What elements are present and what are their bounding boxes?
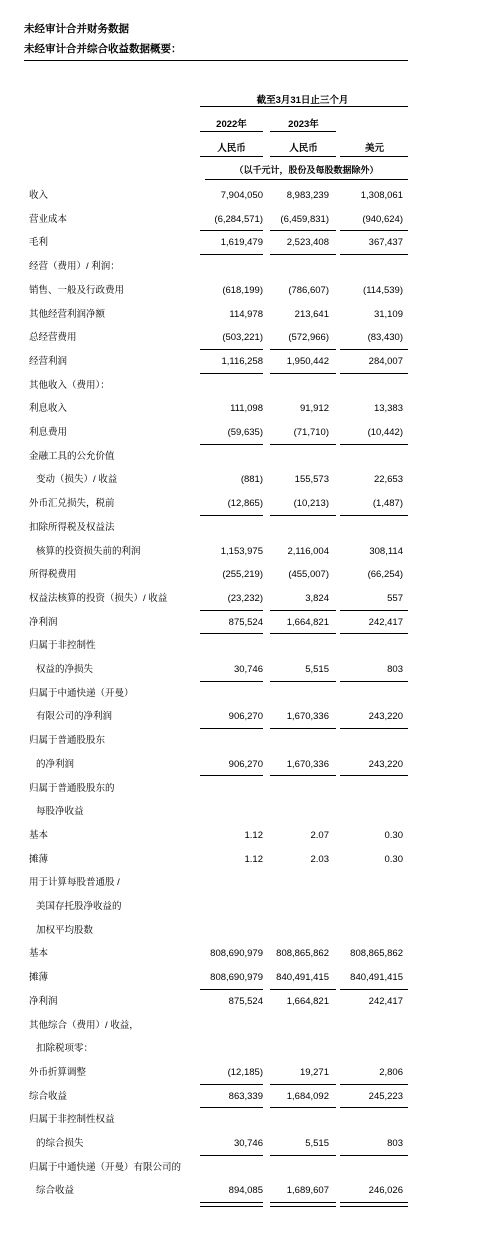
subtotal-rule xyxy=(200,633,263,634)
value-2023-rmb: 1,664,821 xyxy=(286,995,329,1007)
table-row xyxy=(0,232,500,254)
subtotal-rule xyxy=(200,1084,263,1085)
value-2022-rmb xyxy=(196,730,263,752)
value-2022-rmb xyxy=(196,1157,263,1179)
value-2023-usd: 840,491,415 xyxy=(350,972,403,984)
row-label: 摊薄 xyxy=(29,972,49,984)
value-2023-usd xyxy=(336,446,403,468)
row-label: 毛利 xyxy=(29,237,49,249)
period-header: 截至3月31日止三个月 xyxy=(256,95,349,106)
row-label: 归属于普通股股东的 xyxy=(29,782,115,794)
double-underline xyxy=(340,1202,408,1207)
value-2023-rmb xyxy=(266,896,329,918)
value-2023-rmb xyxy=(266,801,329,823)
value-2023-usd xyxy=(336,1109,403,1131)
row-label: 外币折算调整 xyxy=(29,1066,87,1078)
value-2023-rmb: 1,670,336 xyxy=(286,758,329,770)
subtotal-rule xyxy=(270,1155,336,1156)
value-2023-rmb xyxy=(266,635,329,657)
table-row xyxy=(0,280,500,302)
value-2023-rmb xyxy=(266,517,329,539)
value-2022-rmb xyxy=(196,635,263,657)
value-2022-rmb: 863,339 xyxy=(228,1090,263,1102)
value-2023-usd: 803 xyxy=(387,1138,403,1149)
value-2022-rmb: 111,098 xyxy=(230,403,263,415)
row-label: 的综合损失 xyxy=(36,1138,84,1149)
row-label: 有限公司的净利润 xyxy=(36,711,113,723)
row-label: 其他综合（费用）/ 收益， xyxy=(29,1019,139,1031)
currency-rule-2 xyxy=(270,156,336,157)
table-row xyxy=(0,517,500,539)
row-label: 摊薄 xyxy=(29,853,49,865)
table-row xyxy=(0,825,500,847)
subtotal-rule xyxy=(200,1107,263,1108)
row-label: 扣除所得税及权益法 xyxy=(29,521,115,533)
table-row xyxy=(0,304,500,326)
value-2023-rmb: (6,459,831) xyxy=(280,213,329,225)
value-2023-rmb xyxy=(266,256,329,278)
value-2023-rmb xyxy=(266,872,329,894)
subtotal-rule xyxy=(340,1084,408,1085)
subtotal-rule xyxy=(340,515,408,516)
table-row xyxy=(0,778,500,800)
value-2023-usd: (114,539) xyxy=(363,284,403,296)
value-2022-rmb: 875,524 xyxy=(228,995,263,1007)
table-row xyxy=(0,1133,500,1155)
subtotal-rule xyxy=(340,728,408,729)
currency-header-usd: 美元 xyxy=(364,143,384,154)
value-2022-rmb: 30,746 xyxy=(233,664,263,675)
value-2023-usd: 808,865,862 xyxy=(350,948,403,960)
value-2022-rmb: 7,904,050 xyxy=(220,190,263,201)
subtotal-rule xyxy=(340,681,408,682)
table-row xyxy=(0,943,500,965)
value-2023-usd: 803 xyxy=(387,664,403,675)
subtotal-rule xyxy=(200,1155,263,1156)
table-row xyxy=(0,422,500,444)
row-label: 金融工具的公允价值 xyxy=(29,450,115,462)
subtotal-rule xyxy=(200,610,263,611)
year-rule-2023 xyxy=(270,131,336,132)
value-2022-rmb: (12,865) xyxy=(227,498,263,510)
value-2022-rmb: 1,116,258 xyxy=(221,355,263,367)
row-label: 基本 xyxy=(29,948,49,960)
value-2023-usd: 0.30 xyxy=(384,829,403,841)
value-2022-rmb: (618,199) xyxy=(222,284,263,296)
value-2023-usd xyxy=(336,1157,403,1179)
table-row xyxy=(0,1180,500,1202)
value-2022-rmb: 1.12 xyxy=(244,829,263,841)
subtotal-rule xyxy=(200,989,263,990)
row-label: 净利润 xyxy=(29,616,58,628)
section-title-rule xyxy=(24,60,408,61)
row-label: 综合收益 xyxy=(29,1090,68,1102)
value-2023-rmb xyxy=(266,446,329,468)
table-row xyxy=(0,1038,500,1060)
value-2022-rmb xyxy=(196,896,263,918)
subtotal-rule xyxy=(270,989,336,990)
value-2023-usd xyxy=(336,1015,403,1037)
value-2023-rmb xyxy=(266,375,329,397)
value-2023-usd: 245,223 xyxy=(368,1090,403,1102)
value-2023-usd xyxy=(336,517,403,539)
value-2023-rmb xyxy=(266,920,329,942)
value-2022-rmb xyxy=(196,446,263,468)
table-row xyxy=(0,1086,500,1108)
value-2023-rmb xyxy=(266,1157,329,1179)
subtotal-rule xyxy=(200,444,263,445)
table-row xyxy=(0,1015,500,1037)
table-row xyxy=(0,469,500,491)
value-2023-usd xyxy=(336,730,403,752)
value-2022-rmb: 114,978 xyxy=(229,308,263,320)
row-label: 归属于普通股股东 xyxy=(29,735,106,747)
row-label: 归属于非控制性 xyxy=(29,640,96,652)
subtotal-rule xyxy=(340,254,408,255)
subtotal-rule xyxy=(340,1155,408,1156)
value-2023-rmb: 3,824 xyxy=(305,592,329,604)
double-underline xyxy=(270,1202,336,1207)
value-2023-rmb xyxy=(266,1109,329,1131)
value-2022-rmb xyxy=(196,1038,263,1060)
table-row xyxy=(0,683,500,705)
row-label: 经营（费用）/ 利润： xyxy=(29,261,120,273)
subtotal-rule xyxy=(270,633,336,634)
value-2023-usd xyxy=(336,872,403,894)
subtotal-rule xyxy=(200,373,263,374)
value-2023-usd: 367,437 xyxy=(368,237,403,249)
subtotal-rule xyxy=(340,349,408,350)
value-2022-rmb: 30,746 xyxy=(233,1138,263,1149)
value-2022-rmb xyxy=(196,375,263,397)
table-row xyxy=(0,849,500,871)
value-2022-rmb: 808,690,979 xyxy=(210,948,263,960)
row-label: 其他收入（费用）： xyxy=(29,379,110,391)
table-row xyxy=(0,612,500,634)
subtotal-rule xyxy=(200,775,263,776)
value-2023-rmb: 1,664,821 xyxy=(286,616,329,628)
value-2023-rmb: 213,641 xyxy=(294,308,329,320)
subtotal-rule xyxy=(340,1107,408,1108)
table-row xyxy=(0,588,500,610)
row-label: 收入 xyxy=(29,190,49,201)
subtotal-rule xyxy=(270,681,336,682)
table-row xyxy=(0,185,500,207)
subtotal-rule xyxy=(200,728,263,729)
row-label: 核算的投资损失前的利润 xyxy=(36,545,141,557)
value-2023-usd: 243,220 xyxy=(368,711,403,723)
value-2023-usd: 242,417 xyxy=(368,616,403,628)
row-label: 综合收益 xyxy=(36,1185,75,1197)
unit-note: （以千元计，股份及每股数据除外） xyxy=(234,165,379,175)
value-2023-rmb: 5,515 xyxy=(305,664,329,675)
table-row xyxy=(0,541,500,563)
subtotal-rule xyxy=(340,230,408,231)
subtotal-rule xyxy=(200,681,263,682)
row-label: 变动（损失）/ 收益 xyxy=(36,474,118,486)
row-label: 利息收入 xyxy=(29,403,68,415)
value-2023-usd: (10,442) xyxy=(367,427,403,438)
document-title: 未经审计合并财务数据 xyxy=(24,23,129,35)
value-2023-rmb: 1,670,336 xyxy=(286,711,329,723)
value-2023-rmb xyxy=(266,683,329,705)
table-row xyxy=(0,754,500,776)
table-row xyxy=(0,1157,500,1179)
table-row xyxy=(0,801,500,823)
table-row xyxy=(0,375,500,397)
value-2022-rmb: (881) xyxy=(240,474,263,486)
value-2022-rmb: (255,219) xyxy=(222,569,263,581)
currency-rule-3 xyxy=(340,156,408,157)
currency-header-rmb-2022: 人民币 xyxy=(217,143,246,154)
value-2023-usd xyxy=(336,896,403,918)
value-2022-rmb: 1,153,975 xyxy=(220,545,263,557)
row-label: 利息费用 xyxy=(29,427,68,438)
value-2022-rmb: (12,185) xyxy=(227,1066,263,1078)
value-2023-rmb: (10,213) xyxy=(293,498,329,510)
subtotal-rule xyxy=(270,515,336,516)
table-row xyxy=(0,209,500,231)
value-2023-usd xyxy=(336,683,403,705)
value-2023-usd: 1,308,061 xyxy=(360,190,403,201)
value-2023-rmb: 2,116,004 xyxy=(287,545,329,557)
row-label: 归属于中通快递（开曼）有限公司的 xyxy=(29,1161,182,1173)
value-2023-usd: 246,026 xyxy=(368,1185,403,1197)
table-row xyxy=(0,967,500,989)
table-row xyxy=(0,327,500,349)
currency-header-rmb-2023: 人民币 xyxy=(289,143,318,154)
value-2023-usd: (66,254) xyxy=(367,569,403,581)
value-2022-rmb: (6,284,571) xyxy=(214,213,263,225)
table-row xyxy=(0,635,500,657)
value-2022-rmb: 894,085 xyxy=(228,1185,263,1197)
value-2023-rmb: (455,007) xyxy=(288,569,329,581)
value-2023-usd xyxy=(336,778,403,800)
subtotal-rule xyxy=(270,373,336,374)
subtotal-rule xyxy=(340,775,408,776)
value-2023-rmb: 8,983,239 xyxy=(286,190,329,201)
subtotal-rule xyxy=(270,349,336,350)
value-2023-rmb: 1,684,092 xyxy=(286,1090,329,1102)
value-2023-rmb: (71,710) xyxy=(293,427,329,438)
table-row xyxy=(0,659,500,681)
value-2022-rmb xyxy=(196,801,263,823)
value-2023-usd xyxy=(336,635,403,657)
value-2022-rmb: 808,690,979 xyxy=(210,972,263,984)
row-label: 营业成本 xyxy=(29,213,68,225)
value-2022-rmb xyxy=(196,920,263,942)
row-label: 归属于非控制性权益 xyxy=(29,1114,115,1126)
row-label: 用于计算每股普通股 / xyxy=(29,877,120,889)
subtotal-rule xyxy=(340,444,408,445)
table-row xyxy=(0,730,500,752)
value-2023-rmb: 19,271 xyxy=(299,1066,329,1078)
table-row xyxy=(0,256,500,278)
value-2023-rmb: (786,607) xyxy=(288,284,329,296)
row-label: 扣除税项零： xyxy=(36,1043,94,1055)
table-row xyxy=(0,896,500,918)
value-2022-rmb: (23,232) xyxy=(227,592,263,604)
period-rule xyxy=(200,106,408,107)
value-2023-usd: 242,417 xyxy=(368,995,403,1007)
subtotal-rule xyxy=(200,254,263,255)
unit-note-rule xyxy=(205,179,408,180)
value-2023-usd: 308,114 xyxy=(369,545,403,557)
value-2023-usd: 13,383 xyxy=(373,403,403,415)
value-2023-usd: (940,624) xyxy=(362,213,403,225)
subtotal-rule xyxy=(270,254,336,255)
table-row xyxy=(0,351,500,373)
value-2023-usd xyxy=(336,801,403,823)
table-row xyxy=(0,872,500,894)
subtotal-rule xyxy=(270,728,336,729)
subtotal-rule xyxy=(270,775,336,776)
subtotal-rule xyxy=(340,633,408,634)
value-2022-rmb xyxy=(196,1109,263,1131)
value-2022-rmb xyxy=(196,872,263,894)
value-2022-rmb: (503,221) xyxy=(222,332,263,344)
value-2023-rmb: 155,573 xyxy=(294,474,329,486)
value-2022-rmb: 875,524 xyxy=(228,616,263,628)
value-2023-rmb: (572,966) xyxy=(288,332,329,344)
table-row xyxy=(0,706,500,728)
value-2023-usd: (1,487) xyxy=(372,498,403,510)
value-2023-usd: 2,806 xyxy=(379,1066,403,1078)
value-2023-rmb: 2.07 xyxy=(310,829,329,841)
value-2023-usd xyxy=(336,375,403,397)
value-2023-rmb: 840,491,415 xyxy=(276,972,329,984)
currency-rule-1 xyxy=(200,156,263,157)
value-2023-rmb: 91,912 xyxy=(299,403,329,415)
value-2023-usd: 0.30 xyxy=(384,853,403,865)
table-row xyxy=(0,564,500,586)
table-row xyxy=(0,1109,500,1131)
year-header-2022: 2022年 xyxy=(216,119,247,130)
value-2022-rmb xyxy=(196,517,263,539)
table-row xyxy=(0,398,500,420)
subtotal-rule xyxy=(200,515,263,516)
value-2023-rmb xyxy=(266,778,329,800)
value-2022-rmb: 906,270 xyxy=(228,758,263,770)
table-row xyxy=(0,920,500,942)
value-2022-rmb xyxy=(196,256,263,278)
value-2023-rmb: 1,689,607 xyxy=(286,1185,329,1197)
row-label: 的净利润 xyxy=(36,758,75,770)
value-2022-rmb xyxy=(196,683,263,705)
value-2023-rmb: 1,950,442 xyxy=(286,355,329,367)
value-2022-rmb xyxy=(196,778,263,800)
row-label: 净利润 xyxy=(29,995,58,1007)
value-2022-rmb: 1.12 xyxy=(244,853,263,865)
year-rule-2022 xyxy=(200,131,263,132)
row-label: 权益的净损失 xyxy=(36,664,94,675)
subtotal-rule xyxy=(270,1084,336,1085)
year-header-2023: 2023年 xyxy=(288,119,319,130)
subtotal-rule xyxy=(270,610,336,611)
subtotal-rule xyxy=(200,230,263,231)
value-2023-rmb xyxy=(266,730,329,752)
value-2022-rmb xyxy=(196,1015,263,1037)
row-label: 所得税费用 xyxy=(29,569,77,581)
subtotal-rule xyxy=(270,1107,336,1108)
table-row xyxy=(0,493,500,515)
value-2023-usd: (83,430) xyxy=(367,332,403,344)
value-2023-usd xyxy=(336,1038,403,1060)
value-2023-rmb: 808,865,862 xyxy=(276,948,329,960)
value-2022-rmb: 1,619,479 xyxy=(220,237,263,249)
value-2023-usd: 22,653 xyxy=(373,474,403,486)
row-label: 外币汇兑损失，税前 xyxy=(29,498,115,510)
table-row xyxy=(0,991,500,1013)
value-2023-rmb xyxy=(266,1038,329,1060)
row-label: 销售、一般及行政费用 xyxy=(29,284,125,296)
subtotal-rule xyxy=(340,989,408,990)
value-2023-usd: 243,220 xyxy=(368,758,403,770)
value-2022-rmb: 906,270 xyxy=(228,711,263,723)
value-2022-rmb: (59,635) xyxy=(227,427,263,438)
value-2023-usd: 31,109 xyxy=(373,308,403,320)
double-underline xyxy=(200,1202,263,1207)
subtotal-rule xyxy=(270,444,336,445)
value-2023-rmb xyxy=(266,1015,329,1037)
subtotal-rule xyxy=(340,373,408,374)
value-2023-usd xyxy=(336,256,403,278)
value-2023-rmb: 2.03 xyxy=(310,853,329,865)
row-label: 权益法核算的投资（损失）/ 收益 xyxy=(29,592,168,604)
value-2023-rmb: 5,515 xyxy=(305,1138,329,1149)
table-row xyxy=(0,1062,500,1084)
value-2023-usd xyxy=(336,920,403,942)
row-label: 归属于中通快递（开曼） xyxy=(29,687,134,699)
row-label: 每股净收益 xyxy=(36,806,84,818)
row-label: 基本 xyxy=(29,829,49,841)
subtotal-rule xyxy=(340,610,408,611)
row-label: 其他经营利润净额 xyxy=(29,308,106,320)
row-label: 经营利润 xyxy=(29,355,68,367)
row-label: 总经营费用 xyxy=(29,332,77,344)
row-label: 美国存托股净收益的 xyxy=(36,901,122,912)
row-label: 加权平均股数 xyxy=(36,924,94,936)
subtotal-rule xyxy=(270,230,336,231)
subtotal-rule xyxy=(200,349,263,350)
section-title: 未经审计合并综合收益数据概要： xyxy=(24,43,182,55)
value-2023-usd: 284,007 xyxy=(368,355,403,367)
value-2023-rmb: 2,523,408 xyxy=(286,237,329,249)
table-row xyxy=(0,446,500,468)
value-2023-usd: 557 xyxy=(387,592,403,604)
